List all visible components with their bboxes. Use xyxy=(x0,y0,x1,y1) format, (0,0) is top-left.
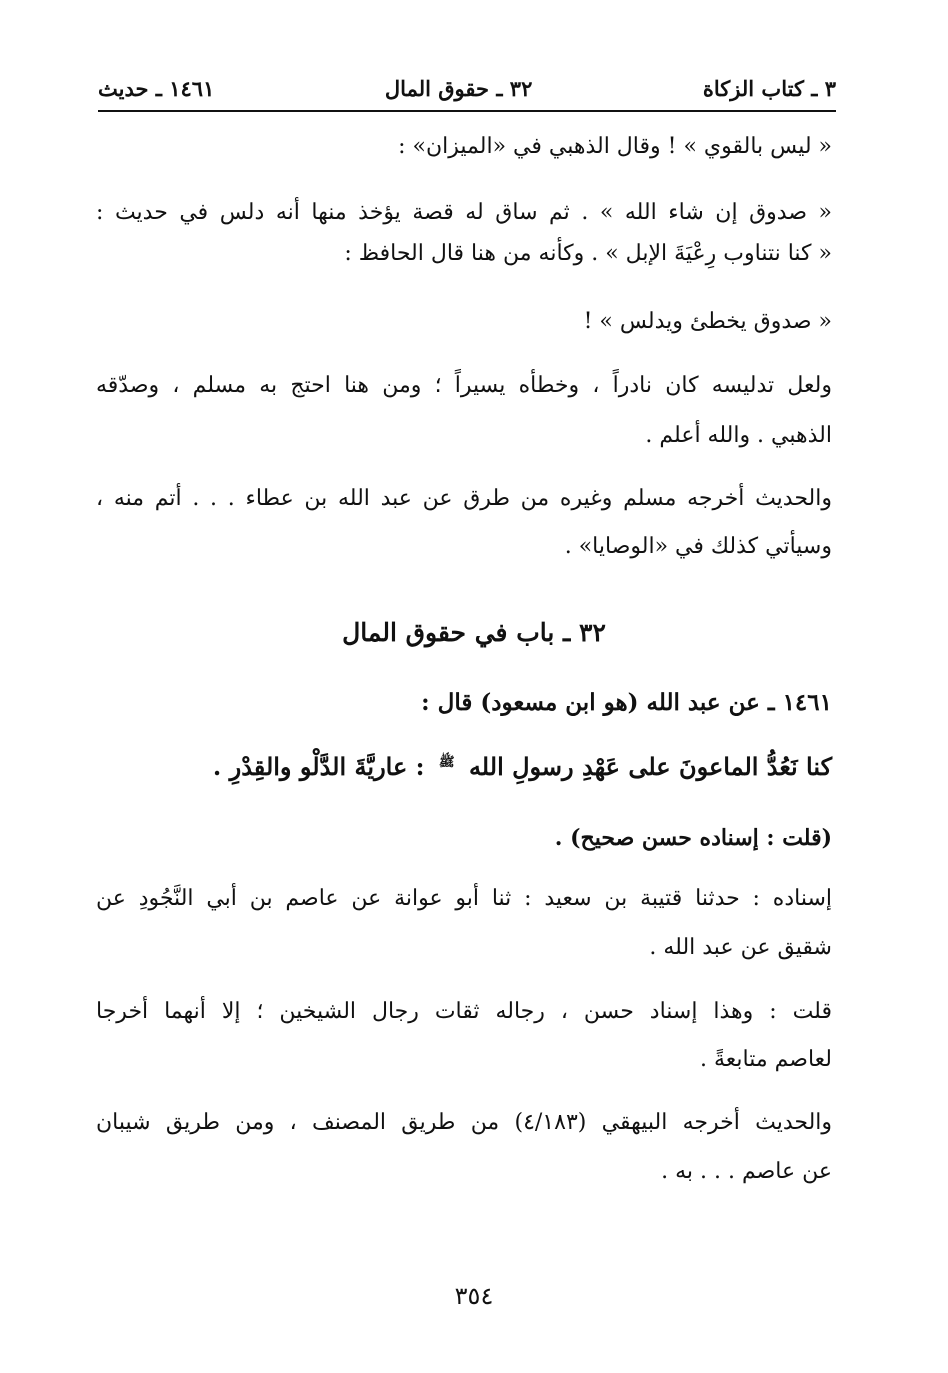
commentary-line: والحديث أخرجه البيهقي (٤/١٨٣) من طريق المصنف ، ومن طريق شيبان xyxy=(96,1110,833,1135)
running-header xyxy=(98,70,836,106)
commentary-line: إسناده : حدثنا قتيبة بن سعيد : ثنا أبو عوانة عن عاصم بن أبي النَّجُودِ عن xyxy=(96,886,832,911)
body-line: « صدوق يخطئ ويدلس » ! xyxy=(583,309,832,334)
header-hadith: ١٤٦١ ـ حديث xyxy=(98,75,215,101)
body-line: وسيأتي كذلك في «الوصايا» . xyxy=(564,534,832,559)
body-line: الذهبي . والله أعلم . xyxy=(645,423,832,448)
body-line: « كنا نتناوب رِعْيَةَ الإبل » . وكأنه من هنا قال الحافظ : xyxy=(344,241,832,266)
body-line: ولعل تدليسه كان نادراً ، وخطأه يسيراً ؛ ومن هنا احتج به مسلم ، وصدّقه xyxy=(96,373,832,398)
hadith-intro: ١٤٦١ ـ عن عبد الله (هو ابن مسعود) قال : xyxy=(421,689,832,716)
body-line: « صدوق إن شاء الله » . ثم ساق له قصة يؤخذ منها أنه دلس في حديث : xyxy=(96,200,832,225)
commentary-line: لعاصم متابعةً . xyxy=(700,1047,832,1072)
commentary-line: عن عاصم . . . به . xyxy=(661,1159,832,1184)
header-chapter: ٣ ـ كتاب الزكاة xyxy=(702,75,836,101)
body-line: « ليس بالقوي » ! وقال الذهبي في «الميزان» : xyxy=(398,134,832,159)
page-number: ٣٥٤ xyxy=(454,1282,494,1310)
commentary-line: قلت : وهذا إسناد حسن ، رجاله ثقات رجال الشيخين ؛ إلا أنهما أخرجا xyxy=(96,999,832,1024)
hadith-matn xyxy=(96,748,832,782)
chapter-heading: ٣٢ ـ باب في حقوق المال xyxy=(342,618,606,647)
hadith-matn-a: كنا نَعُدُّ الماعونَ على عَهْدِ رسولِ الله xyxy=(468,752,832,781)
hadith-matn-b: : عاريَّةَ الدَّلْو والقِدْرِ . xyxy=(212,752,425,781)
salawat-glyph: ﷺ xyxy=(438,755,455,770)
hadith-grading: (قلت : إسناده حسن صحيح) . xyxy=(554,825,832,851)
header-rule xyxy=(98,110,836,112)
body-line: والحديث أخرجه مسلم وغيره من طرق عن عبد الله بن عطاء . . . أتم منه ، xyxy=(96,486,832,511)
header-section: ٣٢ ـ حقوق المال xyxy=(384,75,533,101)
commentary-line: شقيق عن عبد الله . xyxy=(649,935,832,960)
